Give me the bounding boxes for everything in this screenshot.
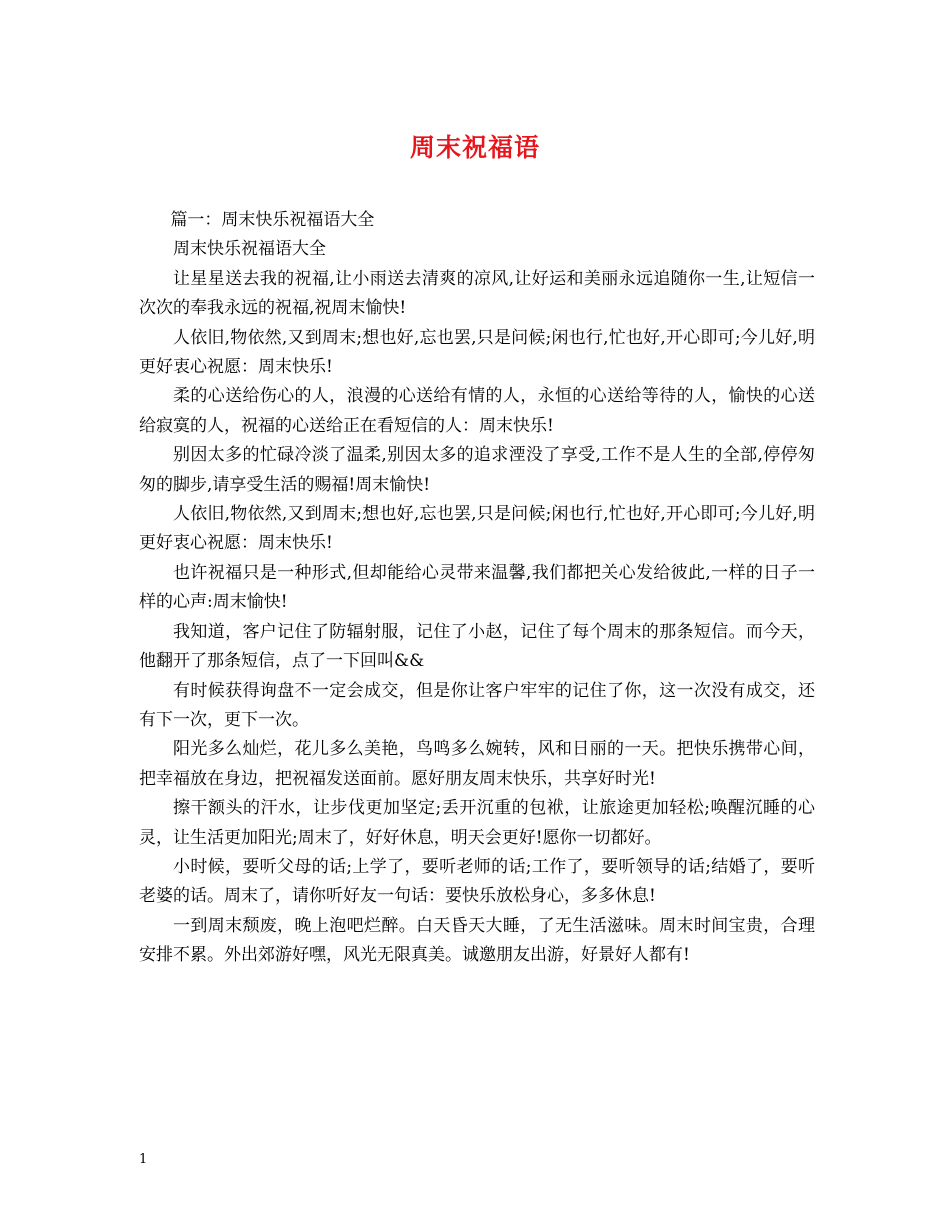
paragraph: 让星星送去我的祝福,让小雨送去清爽的凉风,让好运和美丽永远追随你一生,让短信一次次的奉我永远的祝福,祝周末愉快! [139, 268, 815, 319]
page-number: 1 [139, 1152, 148, 1167]
paragraph: 擦干额头的汗水，让步伐更加坚定;丢开沉重的包袱，让旅途更加轻松;唤醒沉睡的心灵，让生活更加阳光;周末了，好好休息，明天会更好!愿你一切都好。 [139, 798, 815, 848]
paragraph: 有时候获得询盘不一定会成交，但是你让客户牢牢的记住了你，这一次没有成交，还有下一次，更下一次。 [139, 680, 815, 730]
paragraph: 人依旧,物依然,又到周末;想也好,忘也罢,只是问候;闲也行,忙也好,开心即可;今儿好,明更好衷心祝愿：周末快乐! [139, 327, 815, 378]
paragraph: 阳光多么灿烂，花儿多么美艳，鸟鸣多么婉转，风和日丽的一天。把快乐携带心间，把幸福放在身边，把祝福发送面前。愿好朋友周末快乐，共享好时光! [139, 739, 815, 789]
sub-heading: 周末快乐祝福语大全 [173, 239, 326, 260]
document-body [139, 206, 815, 971]
document-title: 周末祝福语 [409, 133, 540, 162]
section-heading: 篇一：周末快乐祝福语大全 [170, 210, 375, 230]
paragraph: 别因太多的忙碌冷淡了温柔,别因太多的追求湮没了享受,工作不是人生的全部,停停匆匆的脚步,请享受生活的赐福!周末愉快! [139, 445, 815, 495]
paragraph: 一到周末颓废，晚上泡吧烂醉。白天昏天大睡，了无生活滋味。周末时间宝贵，合理安排不累。外出郊游好嘿，风光无限真美。诚邀朋友出游，好景好人都有! [139, 915, 815, 966]
paragraph: 人依旧,物依然,又到周末;想也好,忘也罢,只是问候;闲也行,忙也好,开心即可;今儿好,明更好衷心祝愿：周末快乐! [139, 504, 815, 554]
paragraph: 也许祝福只是一种形式,但却能给心灵带来温馨,我们都把关心发给彼此,一样的日子一样的心声:周末愉快! [139, 562, 815, 613]
paragraph: 我知道，客户记住了防辐射服，记住了小赵，记住了每个周末的那条短信。而今天，他翻开了那条短信，点了一下回叫&& [139, 621, 815, 672]
paragraph: 小时候，要听父母的话;上学了，要听老师的话;工作了，要听领导的话;结婚了，要听老婆的话。周末了，请你听好友一句话：要快乐放松身心，多多休息! [139, 856, 815, 907]
paragraph: 柔的心送给伤心的人，浪漫的心送给有情的人，永恒的心送给等待的人，愉快的心送给寂寞的人，祝福的心送给正在看短信的人：周末快乐! [139, 386, 815, 436]
